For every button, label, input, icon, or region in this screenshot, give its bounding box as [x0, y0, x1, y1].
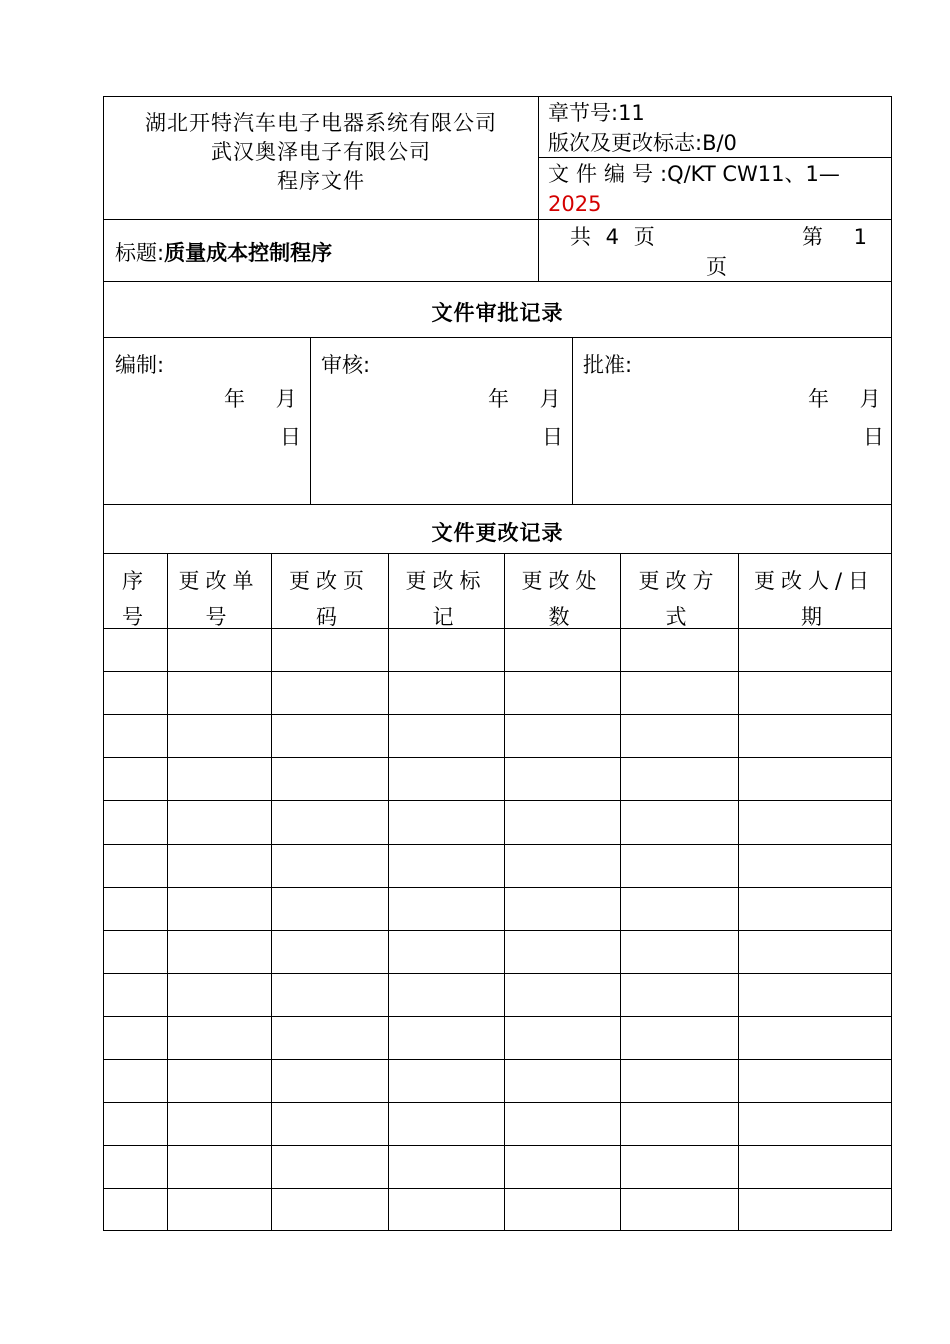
page-current: 第 1 [802, 225, 868, 249]
reviewed-date-day: 日 [542, 425, 563, 449]
reviewed-label: 审核: [321, 353, 371, 377]
doc-number-label: 文件编号 [548, 162, 660, 186]
table-row [104, 973, 891, 974]
doc-number-year: 2025 [548, 192, 602, 216]
column-header: 序号 [122, 569, 149, 629]
divider [104, 281, 891, 282]
divider [538, 157, 891, 158]
table-row [104, 1059, 891, 1060]
column-header: 更改标记 [405, 569, 487, 629]
divider [104, 504, 891, 505]
table-row [104, 628, 891, 629]
table-row [104, 714, 891, 715]
column-header: 更改处数 [521, 569, 603, 629]
prepared-date-day: 日 [280, 425, 301, 449]
document-title [115, 237, 332, 267]
company-name-2: 武汉奥泽电子有限公司 [211, 140, 431, 164]
column-divider [738, 553, 739, 1230]
table-row [104, 800, 891, 801]
document-number [548, 159, 888, 219]
chapter-number: 章节号:11 [548, 101, 645, 125]
divider [104, 337, 891, 338]
column-divider [271, 553, 272, 1230]
prepared-date-ym: 年 月 [224, 387, 297, 411]
change-heading: 文件更改记录 [431, 521, 564, 545]
company-name-1: 湖北开特汽车电子电器系统有限公司 [145, 111, 497, 135]
column-header: 更改方式 [638, 569, 720, 629]
document-form [103, 96, 892, 1231]
column-divider [388, 553, 389, 1230]
table-row [104, 844, 891, 845]
table-row [104, 930, 891, 931]
title-label: 标题: [115, 241, 165, 265]
divider [538, 97, 539, 281]
column-divider [620, 553, 621, 1230]
company-block [104, 109, 538, 196]
table-row [104, 1188, 891, 1189]
prepared-label: 编制: [115, 353, 165, 377]
doc-number-value: :Q/KT CW11、1— [660, 162, 840, 186]
approval-heading: 文件审批记录 [431, 301, 564, 325]
table-row [104, 1016, 891, 1017]
approved-label: 批准: [583, 353, 633, 377]
title-value: 质量成本控制程序 [164, 241, 333, 265]
approved-date-day: 日 [863, 425, 884, 449]
column-divider [504, 553, 505, 1230]
doc-category: 程序文件 [277, 169, 365, 193]
page-total: 共 4 页 [570, 225, 655, 249]
column-header: 更改页码 [289, 569, 370, 629]
table-row [104, 887, 891, 888]
divider [310, 337, 311, 504]
reviewed-date-ym: 年 月 [488, 387, 561, 411]
column-header: 更改单号 [178, 569, 260, 629]
divider [104, 219, 891, 220]
table-row [104, 1102, 891, 1103]
divider [104, 553, 891, 554]
column-header: 更改人/日期 [753, 569, 876, 629]
table-row [104, 671, 891, 672]
column-divider [167, 553, 168, 1230]
table-row [104, 757, 891, 758]
revision-mark: 版次及更改标志:B/0 [548, 131, 737, 155]
approved-date-ym: 年 月 [808, 387, 881, 411]
table-row [104, 1145, 891, 1146]
page-current-suffix: 页 [706, 255, 727, 279]
divider [572, 337, 573, 504]
